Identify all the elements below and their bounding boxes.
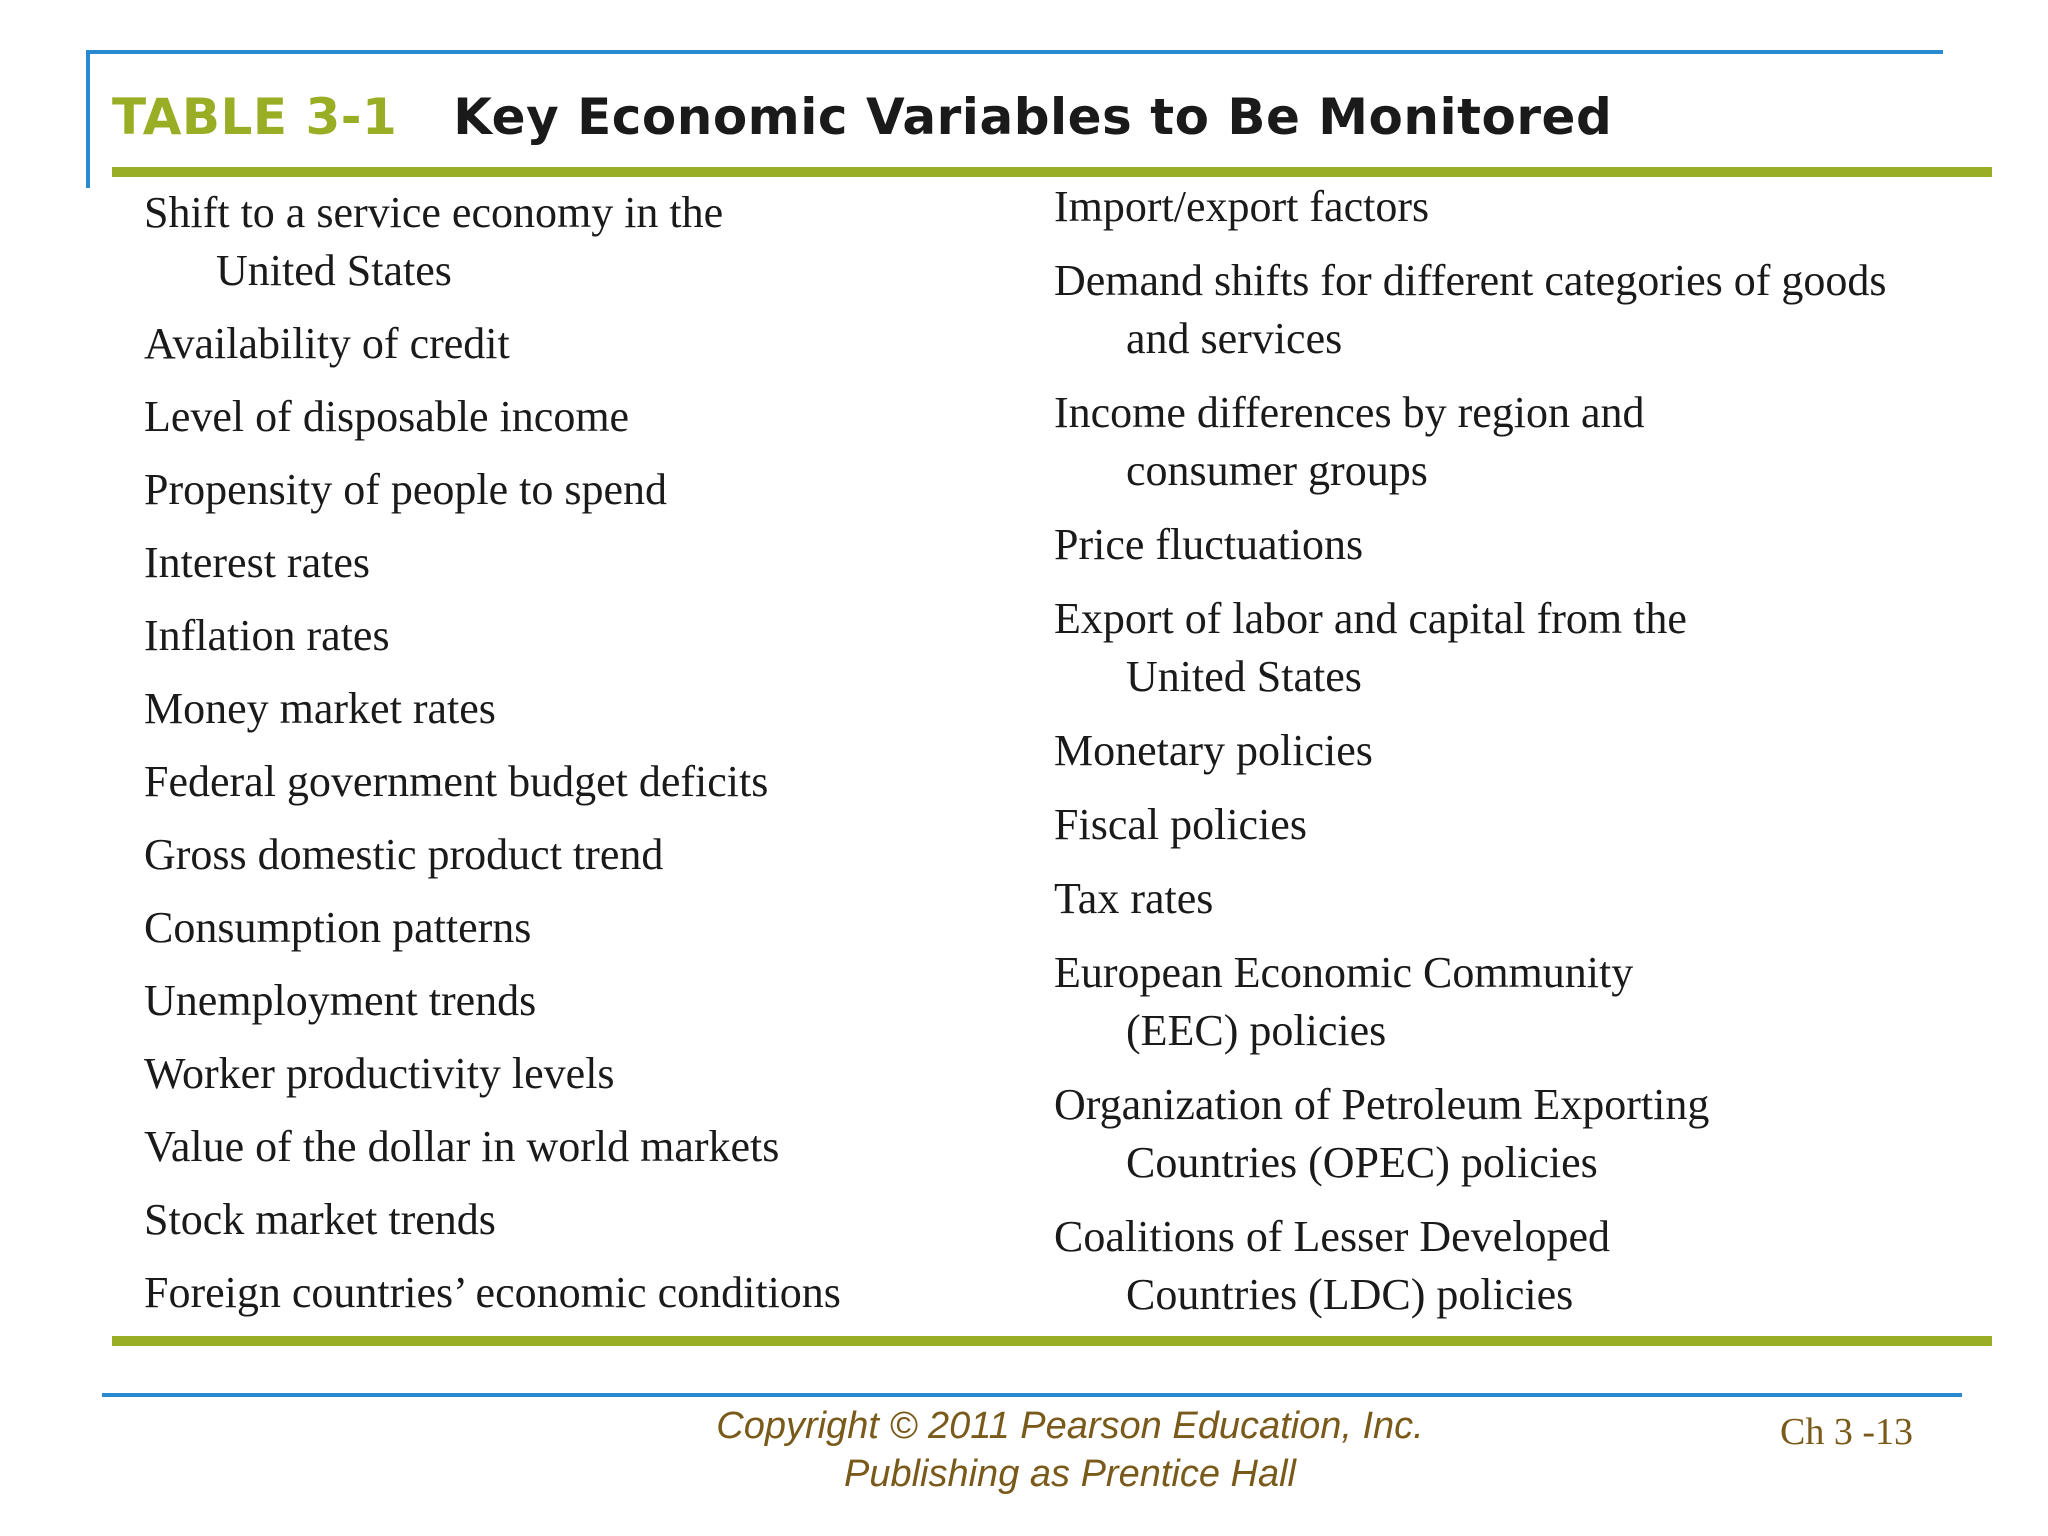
- list-item: [1054, 1208, 2014, 1324]
- list-item-text: Income differences by region and: [1054, 388, 1645, 437]
- list-item: [1054, 384, 2014, 500]
- left-column: [144, 184, 1044, 1337]
- list-item-continuation: United States: [1126, 652, 1362, 701]
- list-item: [1054, 590, 2014, 706]
- list-item: [1054, 870, 2014, 928]
- copyright-notice: [560, 1402, 1580, 1498]
- list-item-continuation: and services: [1126, 314, 1343, 363]
- list-item-text: Shift to a service economy in the: [144, 188, 724, 237]
- list-item-text: Coalitions of Lesser Developed: [1054, 1212, 1610, 1261]
- list-item: [1054, 796, 2014, 854]
- list-item-continuation: United States: [216, 246, 452, 295]
- list-item: [1054, 944, 2014, 1060]
- list-item-text: Price fluctuations: [1054, 520, 1364, 569]
- list-item-text: Monetary policies: [1054, 726, 1373, 775]
- list-item: [144, 972, 1044, 1030]
- list-item: [144, 899, 1044, 957]
- list-item: [144, 184, 1044, 300]
- list-item-text: Demand shifts for different categories of goods: [1054, 256, 1887, 305]
- list-item: [1054, 516, 2014, 574]
- table-label: TABLE 3-1: [112, 88, 398, 146]
- list-item-text: Fiscal policies: [1054, 800, 1307, 849]
- list-item: [144, 388, 1044, 446]
- list-item-text: Tax rates: [1054, 874, 1214, 923]
- list-item: [144, 461, 1044, 519]
- list-item-text: Level of disposable income: [144, 392, 630, 441]
- list-item-text: Interest rates: [144, 538, 370, 587]
- list-item-text: Availability of credit: [144, 319, 510, 368]
- list-item-text: Federal government budget deficits: [144, 757, 769, 806]
- list-item-text: Money market rates: [144, 684, 496, 733]
- top-rule: [112, 167, 1992, 177]
- table-header: [112, 88, 1612, 152]
- list-item-text: Propensity of people to spend: [144, 465, 668, 514]
- right-column: [1054, 178, 2014, 1340]
- list-item: [144, 680, 1044, 738]
- list-item: [144, 826, 1044, 884]
- top-frame-line: [86, 50, 1943, 54]
- list-item: [144, 1191, 1044, 1249]
- list-item: [144, 1118, 1044, 1176]
- list-item-text: Foreign countries’ economic conditions: [144, 1268, 841, 1317]
- left-frame-line: [86, 50, 90, 188]
- list-item-text: Stock market trends: [144, 1195, 496, 1244]
- list-item: [1054, 722, 2014, 780]
- list-item: [144, 1045, 1044, 1103]
- list-item: [1054, 252, 2014, 368]
- list-item-continuation: consumer groups: [1126, 446, 1428, 495]
- list-item-text: Organization of Petroleum Exporting: [1054, 1080, 1710, 1129]
- footer-line: [102, 1393, 1962, 1397]
- list-item-text: European Economic Community: [1054, 948, 1634, 997]
- table-title: Key Economic Variables to Be Monitored: [453, 88, 1613, 146]
- list-item: [144, 1264, 1044, 1322]
- list-item-text: Value of the dollar in world markets: [144, 1122, 780, 1171]
- list-item-continuation: (EEC) policies: [1126, 1006, 1387, 1055]
- copyright-line-1: Copyright © 2011 Pearson Education, Inc.: [716, 1405, 1424, 1447]
- list-item-text: Export of labor and capital from the: [1054, 594, 1687, 643]
- list-item-continuation: Countries (OPEC) policies: [1126, 1138, 1598, 1187]
- list-item: [144, 607, 1044, 665]
- bottom-rule: [112, 1336, 1992, 1346]
- slide-number: Ch 3 -13: [1780, 1411, 1913, 1453]
- list-item-text: Unemployment trends: [144, 976, 537, 1025]
- list-item: [1054, 1076, 2014, 1192]
- list-item: [1054, 178, 2014, 236]
- list-item-text: Import/export factors: [1054, 182, 1430, 231]
- list-item-text: Inflation rates: [144, 611, 390, 660]
- list-item-text: Worker productivity levels: [144, 1049, 615, 1098]
- list-item: [144, 315, 1044, 373]
- list-item-continuation: Countries (LDC) policies: [1126, 1270, 1574, 1319]
- copyright-line-2: Publishing as Prentice Hall: [843, 1453, 1296, 1495]
- list-item-text: Consumption patterns: [144, 903, 532, 952]
- list-item: [144, 753, 1044, 811]
- list-item-text: Gross domestic product trend: [144, 830, 664, 879]
- list-item: [144, 534, 1044, 592]
